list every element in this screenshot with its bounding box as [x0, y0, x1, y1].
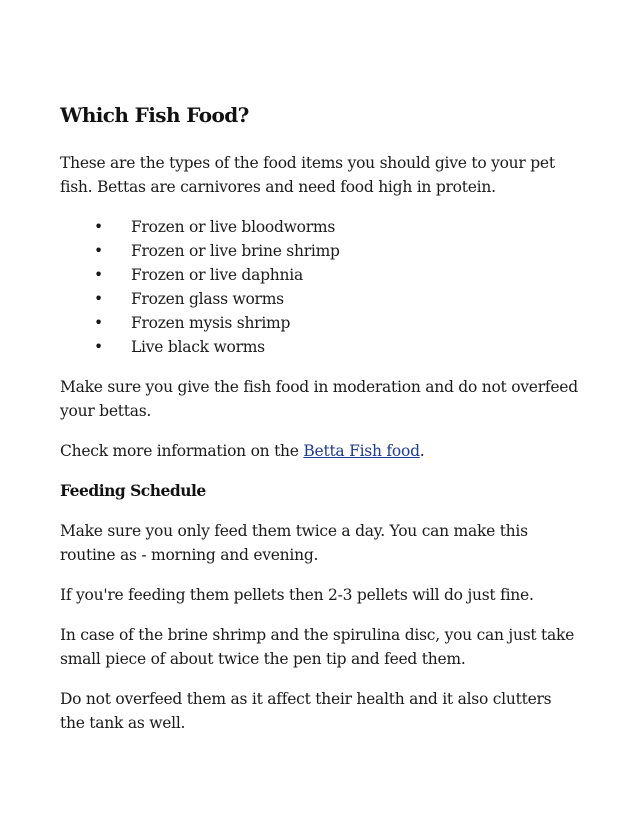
schedule-paragraph: If you're feeding them pellets then 2-3 pellets will do just fine. — [60, 586, 534, 604]
moderation-paragraph: Make sure you give the fish food in moderation and do not overfeed your bettas. — [60, 378, 578, 420]
schedule-paragraph: Do not overfeed them as it affect their health and it also clutters the tank as well. — [60, 690, 552, 732]
list-item: • Frozen glass worms — [60, 287, 580, 311]
list-item: • Frozen mysis shrimp — [60, 311, 580, 335]
section-heading: Feeding Schedule — [60, 481, 206, 500]
list-item: • Frozen or live bloodworms — [60, 215, 580, 239]
page-title: Which Fish Food? — [60, 103, 249, 127]
bullet-icon: • — [94, 290, 103, 308]
bullet-icon: • — [94, 218, 103, 236]
bullet-icon: • — [94, 266, 103, 284]
more-info-paragraph: Check more information on the Betta Fish food. — [60, 442, 425, 460]
document-page — [60, 100, 580, 751]
intro-paragraph: These are the types of the food items you should give to your pet fish. Bettas are carnivores and need food high in protein. — [60, 154, 555, 196]
schedule-paragraph: In case of the brine shrimp and the spirulina disc, you can just take small piece of about twice the pen tip and feed them. — [60, 626, 575, 668]
schedule-paragraph: Make sure you only feed them twice a day. You can make this routine as - morning and evening. — [60, 522, 528, 564]
bullet-icon: • — [94, 314, 103, 332]
food-list — [60, 215, 580, 359]
list-item: • Live black worms — [60, 335, 580, 359]
list-item: • Frozen or live daphnia — [60, 263, 580, 287]
betta-fish-food-link[interactable]: Betta Fish food — [303, 442, 420, 460]
bullet-icon: • — [94, 242, 103, 260]
bullet-icon: • — [94, 338, 103, 356]
list-item: • Frozen or live brine shrimp — [60, 239, 580, 263]
